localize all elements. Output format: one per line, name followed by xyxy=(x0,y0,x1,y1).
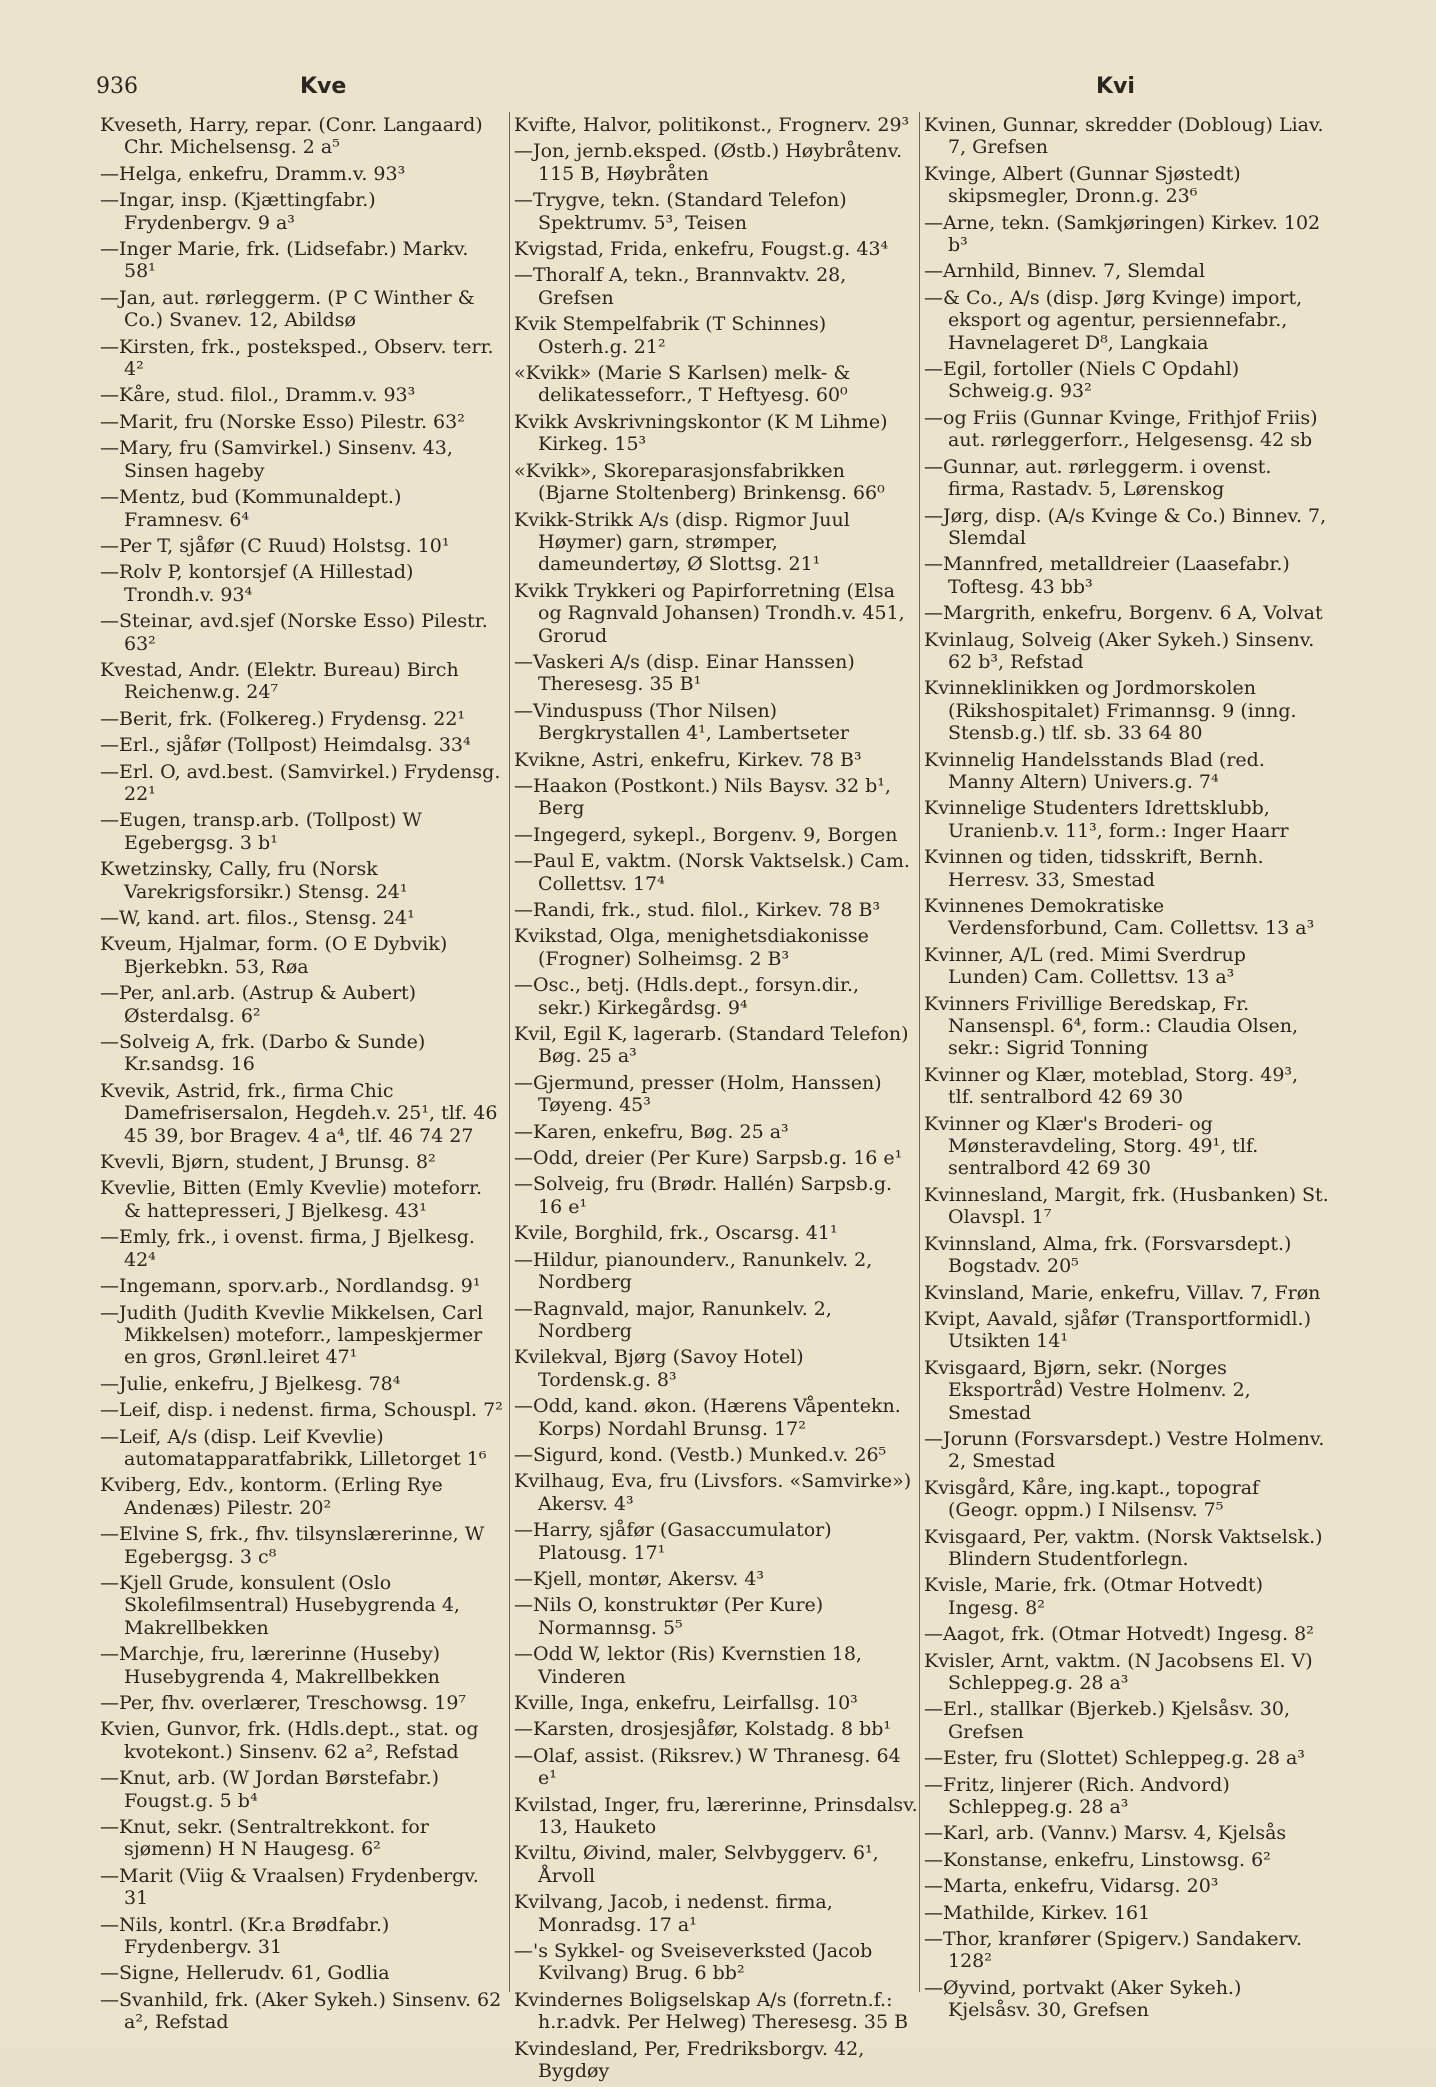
directory-entry: —Marit, fru (Norske Esso) Pilestr. 63² xyxy=(100,410,465,433)
directory-entry: Kvindernes Boligselskap A/s (forretn.f.: h.r.advk. Per Helweg) Theresesg. 35 B xyxy=(514,1988,909,2034)
directory-entry: —Harry, sjåfør (Gasaccumulator) Platousg. 17¹ xyxy=(514,1519,832,1564)
directory-entry: Kvikne, Astri, enkefru, Kirkev. 78 B³ xyxy=(514,748,862,771)
directory-entry: Kvien, Gunvor, frk. (Hdls.dept., stat. og kvotekont.) Sinsenv. 62 a², Refstad xyxy=(100,1718,479,1763)
directory-entry: —Knut, sekr. (Sentraltrekkont. for sjømenn) H N Haugesg. 6² xyxy=(100,1816,429,1861)
directory-entry: Kviberg, Edv., kontorm. (Erling Rye Andenæs) Pilestr. 20² xyxy=(100,1474,443,1519)
directory-entry: —Erl., stallkar (Bjerkeb.) Kjelsåsv. 30, Grefsen xyxy=(924,1698,1290,1743)
directory-entry: —Karsten, drosjesjåfør, Kolstadg. 8 bb¹ xyxy=(514,1718,892,1741)
directory-entry: —Per, fhv. overlærer, Treschowsg. 19⁷ xyxy=(100,1692,467,1714)
directory-entry: «Kvikk», Skoreparasjonsfabrikken (Bjarne Stoltenberg) Brinkensg. 66⁰ xyxy=(514,459,885,505)
directory-entry: Kvinge, Albert (Gunnar Sjøstedt) skipsmegler, Dronn.g. 23⁶ xyxy=(924,162,1241,208)
directory-entry: Kvevli, Bjørn, student, J Brunsg. 8² xyxy=(100,1151,436,1174)
directory-entry: Kvikstad, Olga, menighetsdiakonisse (Frogner) Solheimsg. 2 B³ xyxy=(514,925,869,970)
directory-entry: —Randi, frk., stud. filol., Kirkev. 78 B³ xyxy=(514,899,881,921)
directory-entry: Kvevlie, Bitten (Emly Kvevlie) moteforr. & hattepresseri, J Bjelkesg. 43¹ xyxy=(100,1177,483,1222)
directory-entry: —Karl, arb. (Vannv.) Marsv. 4, Kjelsås xyxy=(924,1822,1287,1845)
directory-entry: Kvinnen og tiden, tidsskrift, Bernh. Herresv. 33, Smestad xyxy=(924,846,1264,891)
column-divider xyxy=(919,112,920,1992)
directory-entry: Kvindesland, Per, Fredriksborgv. 42, Bygdøy xyxy=(514,2037,865,2083)
directory-entry: «Kvikk» (Marie S Karlsen) melk- & delikatesseforr., T Heftyesg. 60⁰ xyxy=(514,362,851,407)
directory-entry: —Odd, kand. økon. (Hærens Våpentekn. Korps) Nordahl Brunsg. 17² xyxy=(514,1395,901,1440)
directory-entry: Kvinlaug, Solveig (Aker Sykeh.) Sinsenv. 62 b³, Refstad xyxy=(924,628,1315,673)
directory-entry: —Judith (Judith Kvevlie Mikkelsen, Carl Mikkelsen) moteforr., lampeskjermer en gros, Grønl.leiret 47¹ xyxy=(100,1301,483,1369)
guide-word-right: Kvi xyxy=(1096,74,1135,99)
directory-entry: —Erl., sjåfør (Tollpost) Heimdalsg. 33⁴ xyxy=(100,734,471,757)
directory-entry: —Margrith, enkefru, Borgenv. 6 A, Volvat xyxy=(924,602,1323,625)
directory-entry: —Inger Marie, frk. (Lidsefabr.) Markv. 58¹ xyxy=(100,238,469,283)
directory-entry: —Gjermund, presser (Holm, Hanssen) Tøyeng. 45³ xyxy=(514,1071,882,1117)
directory-entry: —Thor, kranfører (Spigerv.) Sandakerv. 128² xyxy=(924,1928,1303,1973)
directory-entry: —W, kand. art. filos., Stensg. 24¹ xyxy=(100,907,415,929)
directory-entry: —Øyvind, portvakt (Aker Sykeh.) Kjelsåsv. 30, Grefsen xyxy=(924,1976,1242,2022)
directory-entry: Kvilstad, Inger, fru, lærerinne, Prinsdalsv. 13, Hauketo xyxy=(514,1793,918,1839)
directory-entry: Kvinsland, Marie, enkefru, Villav. 7, Frøn xyxy=(924,1281,1321,1304)
directory-entry: Kvisle, Marie, frk. (Otmar Hotvedt) Ingesg. 8² xyxy=(924,1574,1264,1619)
directory-entry: —Erl. O, avd.best. (Samvirkel.) Frydensg. 22¹ xyxy=(100,760,501,805)
directory-entry: —Julie, enkefru, J Bjelkesg. 78⁴ xyxy=(100,1372,401,1395)
directory-entry: Kvik Stempelfabrik (T Schinnes) Osterh.g. 21² xyxy=(514,313,827,358)
directory-entry: Kvinnesland, Margit, frk. (Husbanken) St. Olavspl. 1⁷ xyxy=(924,1183,1329,1229)
directory-entry: —Leif, A/s (disp. Leif Kvevlie) automatapparatfabrikk, Lilletorget 1⁶ xyxy=(100,1425,487,1470)
directory-entry: Kvile, Borghild, frk., Oscarsg. 41¹ xyxy=(514,1222,838,1245)
directory-entry: —Rolv P, kontorsjef (A Hillestad) Trondh.v. 93⁴ xyxy=(100,561,414,606)
directory-entry: —Marit (Viig & Vraalsen) Frydenbergv. 31 xyxy=(100,1864,479,1910)
directory-entry: —Olaf, assist. (Riksrev.) W Thranesg. 64 e¹ xyxy=(514,1744,901,1790)
directory-entry: —Jorunn (Forsvarsdept.) Vestre Holmenv. 2, Smestad xyxy=(924,1427,1325,1473)
directory-entry: —Ragnvald, major, Ranunkelv. 2, Nordberg xyxy=(514,1297,832,1342)
directory-entry: Kvilekval, Bjørg (Savoy Hotel) Tordensk.g. 8³ xyxy=(514,1346,804,1391)
directory-entry: —Knut, arb. (W Jordan Børstefabr.) Fougst.g. 5 b⁴ xyxy=(100,1767,440,1812)
directory-entry: —Haakon (Postkont.) Nils Baysv. 32 b¹, Berg xyxy=(514,774,891,820)
directory-entry: —Mary, fru (Samvirkel.) Sinsenv. 43, Sinsen hageby xyxy=(100,437,453,482)
directory-entry: —& Co., A/s (disp. Jørg Kvinge) import, eksport og agentur, persiennefabr., Havnelageret D⁸, Langkaia xyxy=(924,286,1303,354)
directory-entry: Kveum, Hjalmar, form. (O E Dybvik) Bjerkebkn. 53, Røa xyxy=(100,933,448,978)
directory-entry: Kvilhaug, Eva, fru (Livsfors. «Samvirke») Akersv. 4³ xyxy=(514,1470,912,1515)
directory-entry: Kvikk-Strikk A/s (disp. Rigmor Juul Høymer) garn, strømper, dameundertøy, Ø Slottsg. 21¹ xyxy=(514,508,850,576)
directory-entry: —Berit, frk. (Folkereg.) Frydensg. 22¹ xyxy=(100,707,466,730)
directory-entry: —Per, anl.arb. (Astrup & Aubert) Østerdalsg. 6² xyxy=(100,982,417,1027)
directory-entry: —Arne, tekn. (Samkjøringen) Kirkev. 102 b³ xyxy=(924,211,1321,257)
directory-entry: —Ester, fru (Slottet) Schleppeg.g. 28 a³ xyxy=(924,1747,1305,1770)
directory-entry: Kvifte, Halvor, politikonst., Frognerv. 29³ xyxy=(514,114,910,136)
directory-entry: —Mannfred, metalldreier (Laasefabr.) Toftesg. 43 bb³ xyxy=(924,553,1290,598)
directory-entry: Kvinner, A/L (red. Mimi Sverdrup Lunden) Cam. Collettsv. 13 a³ xyxy=(924,943,1246,989)
directory-entry: Kvinners Frivillige Beredskap, Fr. Nansenspl. 6⁴, form.: Claudia Olsen, sekr.: Sigrid Tonning xyxy=(924,992,1299,1060)
directory-entry: —Egil, fortoller (Niels C Opdahl) Schweig.g. 93² xyxy=(924,358,1240,403)
directory-entry: Kville, Inga, enkefru, Leirfallsg. 10³ xyxy=(514,1692,858,1714)
directory-entry: —Sigurd, kond. (Vestb.) Munked.v. 26⁵ xyxy=(514,1443,887,1466)
directory-entry: Kvinnelige Studenters Idrettsklubb, Uranienb.v. 11³, form.: Inger Haarr xyxy=(924,797,1289,842)
directory-entry: —Kjell Grude, konsulent (Oslo Skolefilmsentral) Husebygrenda 4, Makrellbekken xyxy=(100,1571,460,1639)
directory-entry: Kvisler, Arnt, vaktm. (N Jacobsens El. V) Schleppeg.g. 28 a³ xyxy=(924,1649,1313,1694)
directory-entry: —Vaskeri A/s (disp. Einar Hanssen) Theresesg. 35 B¹ xyxy=(514,650,855,696)
directory-entry: —Jørg, disp. (A/s Kvinge & Co.) Binnev. 7, Slemdal xyxy=(924,504,1327,549)
directory-entry: —Paul E, vaktm. (Norsk Vaktselsk.) Cam. Collettsv. 17⁴ xyxy=(514,850,910,895)
directory-entry: —Arnhild, Binnev. 7, Slemdal xyxy=(924,260,1206,283)
directory-entry: Kvestad, Andr. (Elektr. Bureau) Birch Reichenw.g. 24⁷ xyxy=(100,658,459,704)
directory-entry: —Gunnar, aut. rørleggerm. i ovenst. firma, Rastadv. 5, Lørenskog xyxy=(924,455,1272,501)
directory-entry: —Jan, aut. rørleggerm. (P C Winther & Co.) Svanev. 12, Abildsø xyxy=(100,286,475,332)
directory-entry: —Mentz, bud (Kommunaldept.) Framnesv. 6⁴ xyxy=(100,486,402,531)
directory-column-2 xyxy=(514,114,918,2087)
directory-entry: —Marta, enkefru, Vidarsg. 20³ xyxy=(924,1875,1219,1898)
directory-entry: —Odd W, lektor (Ris) Kvernstien 18, Vinderen xyxy=(514,1643,862,1688)
directory-entry: Kvevik, Astrid, frk., firma Chic Damefrisersalon, Hegdeh.v. 25¹, tlf. 46 45 39, bor Bragev. 4 a⁴, tlf. 46 74 27 xyxy=(100,1079,498,1147)
directory-entry: —Leif, disp. i nedenst. firma, Schouspl. 7² xyxy=(100,1399,503,1422)
guide-word-left: Kve xyxy=(300,74,347,99)
directory-entry: Kvinen, Gunnar, skredder (Dobloug) Liav. 7, Grefsen xyxy=(924,114,1324,159)
directory-entry: Kvilvang, Jacob, i nedenst. firma, Monradsg. 17 a¹ xyxy=(514,1891,833,1936)
directory-entry: —Karen, enkefru, Bøg. 25 a³ xyxy=(514,1120,789,1143)
directory-column-3 xyxy=(924,114,1330,2026)
directory-column-1 xyxy=(100,114,504,2038)
directory-entry: —og Friis (Gunnar Kvinge, Frithjof Friis) aut. rørleggerforr., Helgesensg. 42 sb xyxy=(924,406,1318,452)
directory-entry: Kvinner og Klær, moteblad, Storg. 49³, tlf. sentralbord 42 69 30 xyxy=(924,1063,1299,1109)
directory-entry: —Ingar, insp. (Kjættingfabr.) Frydenbergv. 9 a³ xyxy=(100,189,376,234)
directory-entry: Kviltu, Øivind, maler, Selvbyggerv. 6¹, Årvoll xyxy=(514,1842,879,1887)
directory-entry: Kvisgård, Kåre, ing.kapt., topograf (Geogr. oppm.) I Nilsensv. 7⁵ xyxy=(924,1476,1260,1522)
directory-entry: —'s Sykkel- og Sveiseverksted (Jacob Kvilvang) Brug. 6 bb² xyxy=(514,1940,873,1985)
directory-entry: —Hildur, pianounderv., Ranunkelv. 2, Nordberg xyxy=(514,1248,873,1294)
directory-entry: —Trygve, tekn. (Standard Telefon) Spektrumv. 5³, Teisen xyxy=(514,189,847,234)
directory-entry: —Mathilde, Kirkev. 161 xyxy=(924,1901,1151,1924)
directory-entry: Kvikk Avskrivningskontor (K M Lihme) Kirkeg. 15³ xyxy=(514,410,888,456)
directory-entry: —Helga, enkefru, Dramm.v. 93³ xyxy=(100,162,406,185)
directory-entry: Kvisgaard, Per, vaktm. (Norsk Vaktselsk.) Blindern Studentforlegn. xyxy=(924,1525,1323,1570)
directory-entry: Kwetzinsky, Cally, fru (Norsk Varekrigsforsikr.) Stensg. 24¹ xyxy=(100,858,408,903)
directory-entry: —Svanhild, frk. (Aker Sykeh.) Sinsenv. 62 a², Refstad xyxy=(100,1988,502,2034)
directory-entry: —Nils O, konstruktør (Per Kure) Normannsg. 5⁵ xyxy=(514,1594,824,1639)
directory-entry: —Per T, sjåfør (C Ruud) Holstsg. 10¹ xyxy=(100,534,450,557)
column-divider xyxy=(509,112,510,1992)
directory-entry: —Thoralf A, tekn., Brannvaktv. 28, Grefsen xyxy=(514,264,847,309)
directory-entry: —Kåre, stud. filol., Dramm.v. 93³ xyxy=(100,384,416,407)
directory-entry: Kvil, Egil K, lagerarb. (Standard Telefon) Bøg. 25 a³ xyxy=(514,1023,909,1068)
directory-entry: Kvinnsland, Alma, frk. (Forsvarsdept.) Bogstadv. 20⁵ xyxy=(924,1232,1292,1278)
directory-entry: —Eugen, transp.arb. (Tollpost) W Egebergsg. 3 b¹ xyxy=(100,809,422,854)
directory-entry: Kvinner og Klær's Broderi- og Mønsteravdeling, Storg. 49¹, tlf. sentralbord 42 69 30 xyxy=(924,1112,1259,1180)
directory-entry: —Konstanse, enkefru, Linstowsg. 6² xyxy=(924,1848,1271,1871)
directory-entry: Kvinnenes Demokratiske Verdensforbund, Cam. Collettsv. 13 a³ xyxy=(924,895,1315,940)
directory-entry: —Osc., betj. (Hdls.dept., forsyn.dir., sekr.) Kirkegårdsg. 9⁴ xyxy=(514,974,860,1019)
directory-entry: —Jon, jernb.eksped. (Østb.) Høybråtenv. 115 B, Høybråten xyxy=(514,140,903,185)
directory-entry: —Ingegerd, sykepl., Borgenv. 9, Borgen xyxy=(514,823,898,846)
directory-entry: Kveseth, Harry, repar. (Conr. Langaard) Chr. Michelsensg. 2 a⁵ xyxy=(100,114,483,159)
directory-entry: —Marchje, fru, lærerinne (Huseby) Husebygrenda 4, Makrellbekken xyxy=(100,1643,441,1688)
directory-entry: Kvigstad, Frida, enkefru, Fougst.g. 43⁴ xyxy=(514,238,889,261)
directory-entry: —Nils, kontrl. (Kr.a Brødfabr.) Frydenbergv. 31 xyxy=(100,1913,390,1959)
directory-entry: —Signe, Hellerudv. 61, Godlia xyxy=(100,1962,390,1985)
directory-entry: Kvinneklinikken og Jordmorskolen (Rikshospitalet) Frimannsg. 9 (inng. Stensb.g.) tlf. sb. 33 64 80 xyxy=(924,677,1297,745)
page-header xyxy=(96,74,1346,104)
page-number: 936 xyxy=(96,74,138,99)
directory-entry: —Vinduspuss (Thor Nilsen) Bergkrystallen 4¹, Lambertseter xyxy=(514,699,849,745)
directory-entry: Kvinnelig Handelsstands Blad (red. Manny Altern) Univers.g. 7⁴ xyxy=(924,748,1265,793)
directory-entry: —Fritz, linjerer (Rich. Andvord) Schleppeg.g. 28 a³ xyxy=(924,1773,1230,1819)
directory-entry: —Solveig A, frk. (Darbo & Sunde) Kr.sandsg. 16 xyxy=(100,1031,426,1076)
directory-entry: Kvipt, Aavald, sjåfør (Transportformidl.) Utsikten 14¹ xyxy=(924,1307,1312,1353)
directory-entry: —Kjell, montør, Akersv. 4³ xyxy=(514,1567,764,1590)
directory-entry: Kvikk Trykkeri og Papirforretning (Elsa og Ragnvald Johansen) Trondh.v. 451, Grorud xyxy=(514,579,905,647)
directory-entry: —Elvine S, frk., fhv. tilsynslærerinne, W Egebergsg. 3 c⁸ xyxy=(100,1523,485,1568)
directory-entry: —Steinar, avd.sjef (Norske Esso) Pilestr. 63² xyxy=(100,610,488,655)
directory-entry: —Solveig, fru (Brødr. Hallén) Sarpsb.g. 16 e¹ xyxy=(514,1173,893,1218)
directory-entry: Kvisgaard, Bjørn, sekr. (Norges Eksportråd) Vestre Holmenv. 2, Smestad xyxy=(924,1356,1251,1424)
directory-entry: —Aagot, frk. (Otmar Hotvedt) Ingesg. 8² xyxy=(924,1623,1314,1646)
directory-entry: —Ingemann, sporv.arb., Nordlandsg. 9¹ xyxy=(100,1275,481,1298)
directory-entry: —Emly, frk., i ovenst. firma, J Bjelkesg. 42⁴ xyxy=(100,1226,475,1271)
directory-entry: —Kirsten, frk., posteksped., Observ. terr. 4² xyxy=(100,335,494,381)
directory-entry: —Odd, dreier (Per Kure) Sarpsb.g. 16 e¹ xyxy=(514,1147,903,1170)
